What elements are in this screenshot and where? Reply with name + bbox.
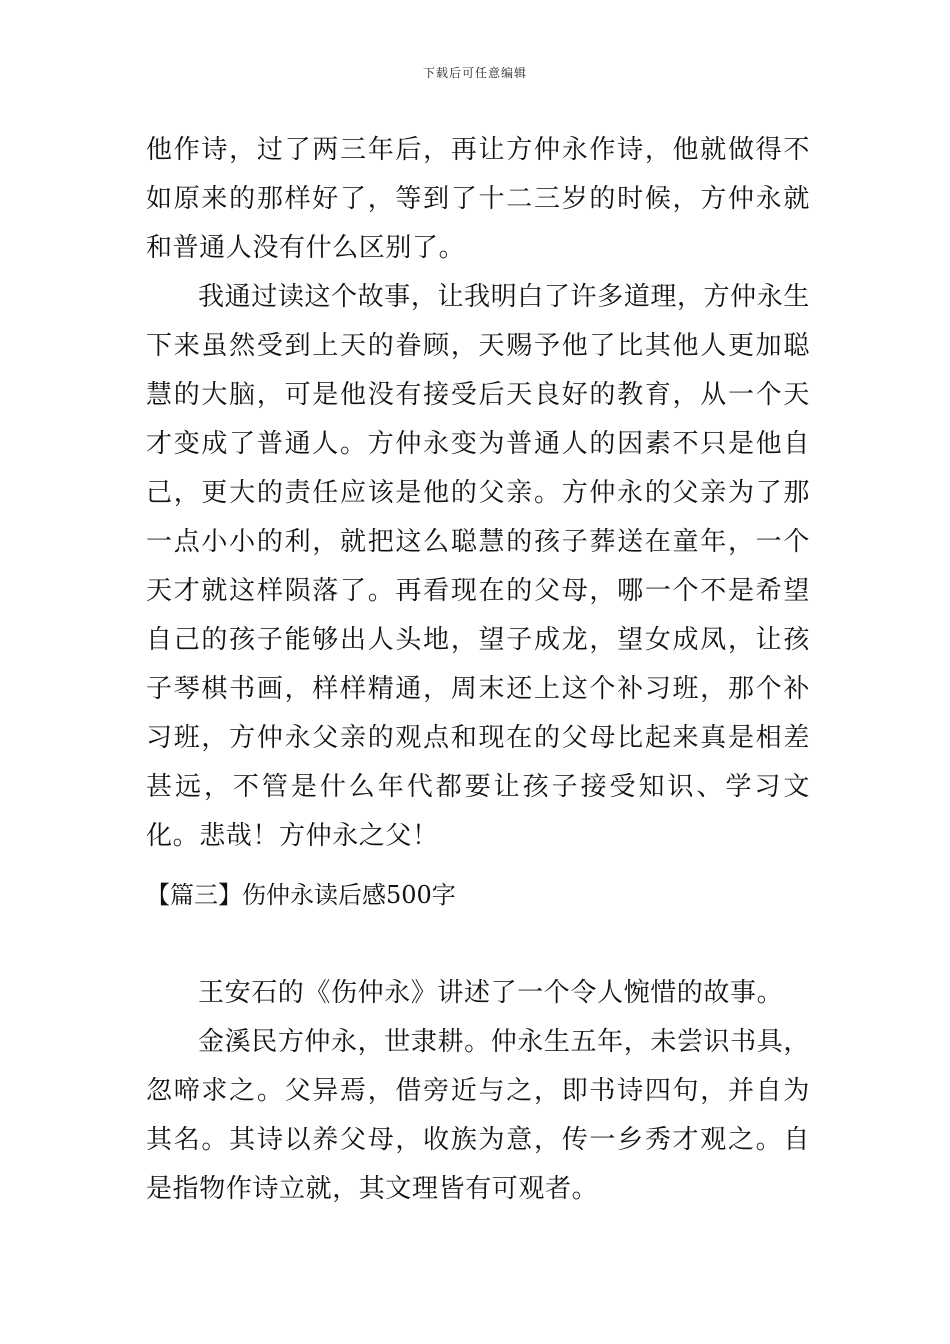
document-body-top [146,126,810,861]
document-body-bottom [146,969,810,1214]
paragraph-continuation: 他作诗，过了两三年后，再让方仲永作诗，他就做得不如原来的那样好了，等到了十二三岁的时候，方仲永就和普通人没有什么区别了。 [146,135,810,263]
paragraph-classical-text: 金溪民方仲永，世隶耕。仲永生五年，未尝识书具，忽啼求之。父异焉，借旁近与之，即书诗四句，并自为其名。其诗以养父母，收族为意，传一乡秀才观之。自是指物作诗立就，其文理皆有可观者。 [146,1027,810,1204]
page-header: 下载后可任意编辑 [422,66,527,80]
paragraph-reflection: 我通过读这个故事，让我明白了许多道理，方仲永生下来虽然受到上天的眷顾，天赐予他了比其他人更加聪慧的大脑，可是他没有接受后天良好的教育，从一个天才变成了普通人。方仲永变为普通人的因素不只是他自己，更大的责任应该是他的父亲。方仲永的父亲为了那一点小小的利，就把这么聪慧的孩子葬送在童年，一个天才就这样陨落了。再看现在的父母，哪一个不是希望自己的孩子能够出人头地，望子成龙，望女成凤，让孩子琴棋书画，样样精通，周末还上这个补习班，那个补习班，方仲永父亲的观点和现在的父母比起来真是相差甚远，不管是什么年代都要让孩子接受知识、学习文化。悲哉！方仲永之父！ [146,282,810,851]
paragraph-intro: 王安石的《伤仲永》讲述了一个令人惋惜的故事。 [198,978,784,1008]
section-heading: 【篇三】伤仲永读后感500字 [146,881,456,909]
section-heading-block [146,871,810,920]
